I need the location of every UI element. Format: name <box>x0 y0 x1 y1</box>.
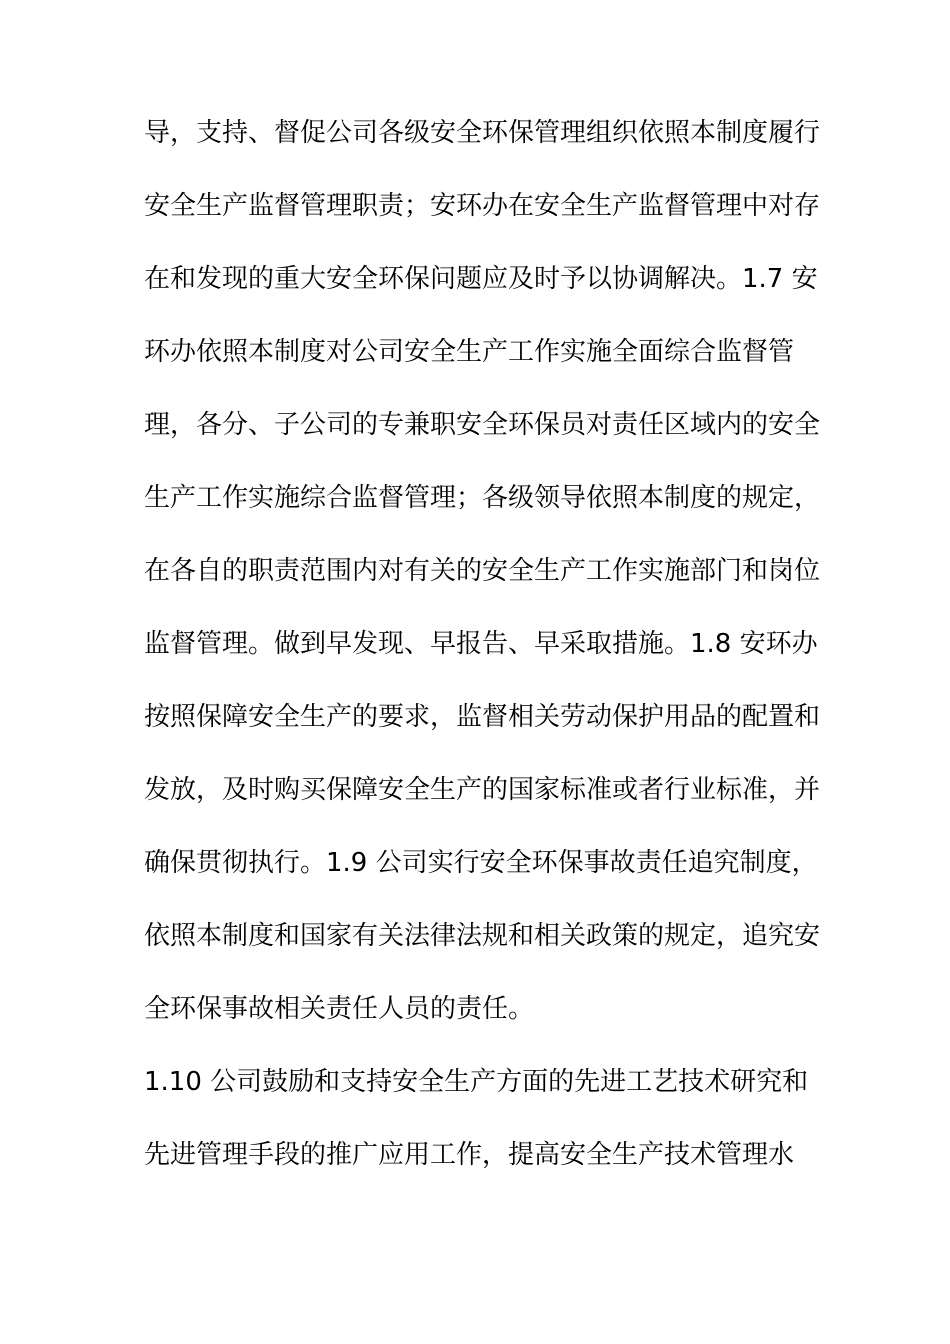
text-line-8: 监督管理。做到早发现、早报告、早采取措施。1.8 安环办 <box>144 629 818 659</box>
text-line-11: 确保贯彻执行。1.9 公司实行安全环保事故责任追究制度， <box>144 848 818 878</box>
text-line-13: 全环保事故相关责任人员的责任。 <box>144 994 535 1024</box>
document-body <box>144 97 824 1192</box>
text-line-5: 理，各分、子公司的专兼职安全环保员对责任区域内的安全 <box>144 410 821 440</box>
text-line-3: 在和发现的重大安全环保问题应及时予以协调解决。1.7 安 <box>144 264 818 294</box>
text-line-12: 依照本制度和国家有关法律法规和相关政策的规定，追究安 <box>144 921 821 951</box>
text-line-2: 安全生产监督管理职责；安环办在安全生产监督管理中对存 <box>144 191 821 221</box>
text-line-6: 生产工作实施综合监督管理；各级领导依照本制度的规定， <box>144 483 821 513</box>
text-line-14: 1.10 公司鼓励和支持安全生产方面的先进工艺技术研究和 <box>144 1067 809 1097</box>
text-line-10: 发放，及时购买保障安全生产的国家标准或者行业标准，并 <box>144 775 821 805</box>
text-line-15: 先进管理手段的推广应用工作，提高安全生产技术管理水 <box>144 1140 795 1170</box>
text-line-1: 导，支持、督促公司各级安全环保管理组织依照本制度履行 <box>144 118 821 148</box>
text-line-9: 按照保障安全生产的要求，监督相关劳动保护用品的配置和 <box>144 702 821 732</box>
text-line-7: 在各自的职责范围内对有关的安全生产工作实施部门和岗位 <box>144 556 821 586</box>
text-line-4: 环办依照本制度对公司安全生产工作实施全面综合监督管 <box>144 337 795 367</box>
